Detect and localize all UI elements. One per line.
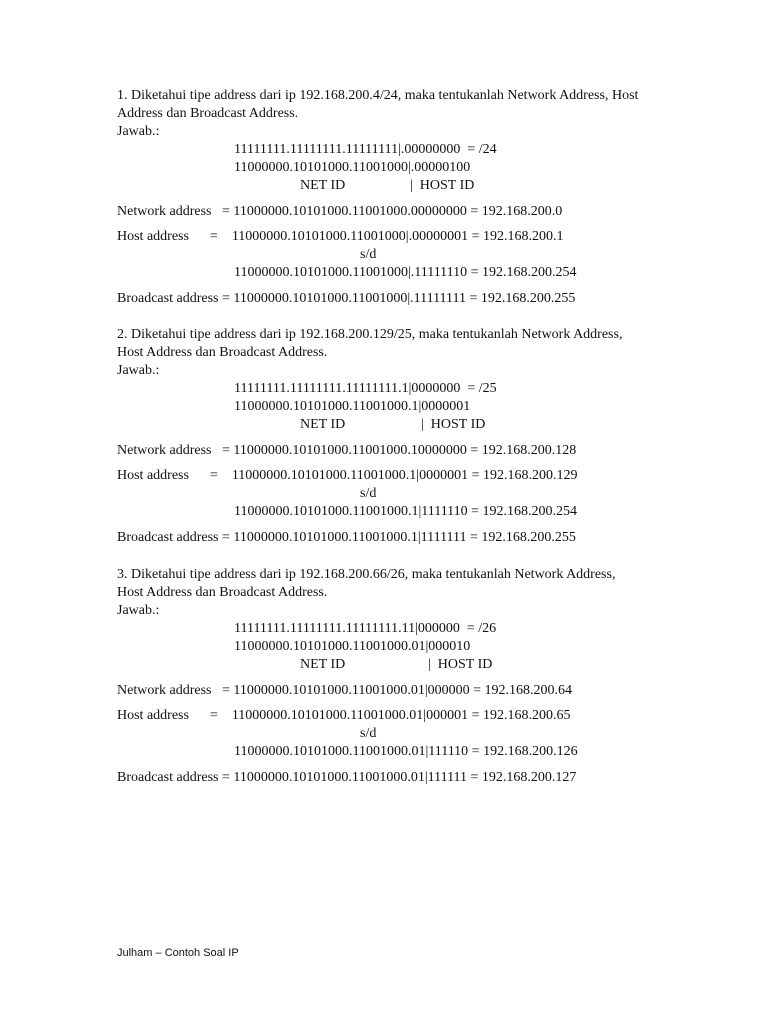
problem-2-network-line: Network address = 11000000.10101000.11001000.10000000 = 192.168.200.128 <box>117 443 577 458</box>
problem-3-host-id-label: | HOST ID <box>428 657 493 672</box>
problem-1-mask-line: 11111111.11111111.11111111|.00000000 = /24 <box>234 142 497 157</box>
problem-3-ip-line: 11000000.10101000.11001000.01|000010 <box>234 639 471 654</box>
problem-2-question-line2: Host Address dan Broadcast Address. <box>117 345 328 360</box>
problem-1-question-line2: Address dan Broadcast Address. <box>117 106 299 121</box>
problem-2-answer-label: Jawab.: <box>117 363 160 378</box>
page-footer: Julham – Contoh Soal IP <box>117 947 239 959</box>
problem-3-mask-line: 11111111.11111111.11111111.11|000000 = /26 <box>234 621 497 636</box>
problem-1-host-id-label: | HOST ID <box>410 178 475 193</box>
problem-3-question-line1: 3. Diketahui tipe address dari ip 192.168.200.66/26, maka tentukanlah Network Address, <box>117 567 616 582</box>
problem-1-question-line1: 1. Diketahui tipe address dari ip 192.168.200.4/24, maka tentukanlah Network Address, Host <box>117 88 639 103</box>
problem-3-answer-label: Jawab.: <box>117 603 160 618</box>
problem-3-host-line: Host address = 11000000.10101000.11001000.01|000001 = 192.168.200.65 <box>117 708 571 723</box>
problem-2-sd-label: s/d <box>360 486 377 501</box>
problem-1-broadcast-line: Broadcast address = 11000000.10101000.11001000|.11111111 = 192.168.200.255 <box>117 291 576 306</box>
problem-2-ip-line: 11000000.10101000.11001000.1|0000001 <box>234 399 471 414</box>
problem-1-host-end-line: 11000000.10101000.11001000|.11111110 = 192.168.200.254 <box>234 265 577 280</box>
problem-3-net-id-label: NET ID <box>300 657 346 672</box>
problem-1-answer-label: Jawab.: <box>117 124 160 139</box>
problem-2-broadcast-line: Broadcast address = 11000000.10101000.11001000.1|1111111 = 192.168.200.255 <box>117 530 576 545</box>
problem-2-net-id-label: NET ID <box>300 417 346 432</box>
problem-3-broadcast-line: Broadcast address = 11000000.10101000.11001000.01|111111 = 192.168.200.127 <box>117 770 577 785</box>
problem-2-question-line1: 2. Diketahui tipe address dari ip 192.168.200.129/25, maka tentukanlah Network Address, <box>117 327 623 342</box>
problem-1-sd-label: s/d <box>360 247 377 262</box>
problem-2-mask-line: 11111111.11111111.11111111.1|0000000 = /25 <box>234 381 497 396</box>
problem-2-host-end-line: 11000000.10101000.11001000.1|1111110 = 192.168.200.254 <box>234 504 578 519</box>
problem-3-network-line: Network address = 11000000.10101000.11001000.01|000000 = 192.168.200.64 <box>117 683 573 698</box>
problem-1-network-line: Network address = 11000000.10101000.11001000.00000000 = 192.168.200.0 <box>117 204 563 219</box>
problem-3-sd-label: s/d <box>360 726 377 741</box>
problem-2-host-line: Host address = 11000000.10101000.11001000.1|0000001 = 192.168.200.129 <box>117 468 578 483</box>
problem-1-net-id-label: NET ID <box>300 178 346 193</box>
problem-3-question-line2: Host Address dan Broadcast Address. <box>117 585 328 600</box>
problem-2-host-id-label: | HOST ID <box>421 417 486 432</box>
problem-3-host-end-line: 11000000.10101000.11001000.01|111110 = 192.168.200.126 <box>234 744 578 759</box>
problem-1-ip-line: 11000000.10101000.11001000|.00000100 <box>234 160 471 175</box>
problem-1-host-line: Host address = 11000000.10101000.11001000|.00000001 = 192.168.200.1 <box>117 229 564 244</box>
